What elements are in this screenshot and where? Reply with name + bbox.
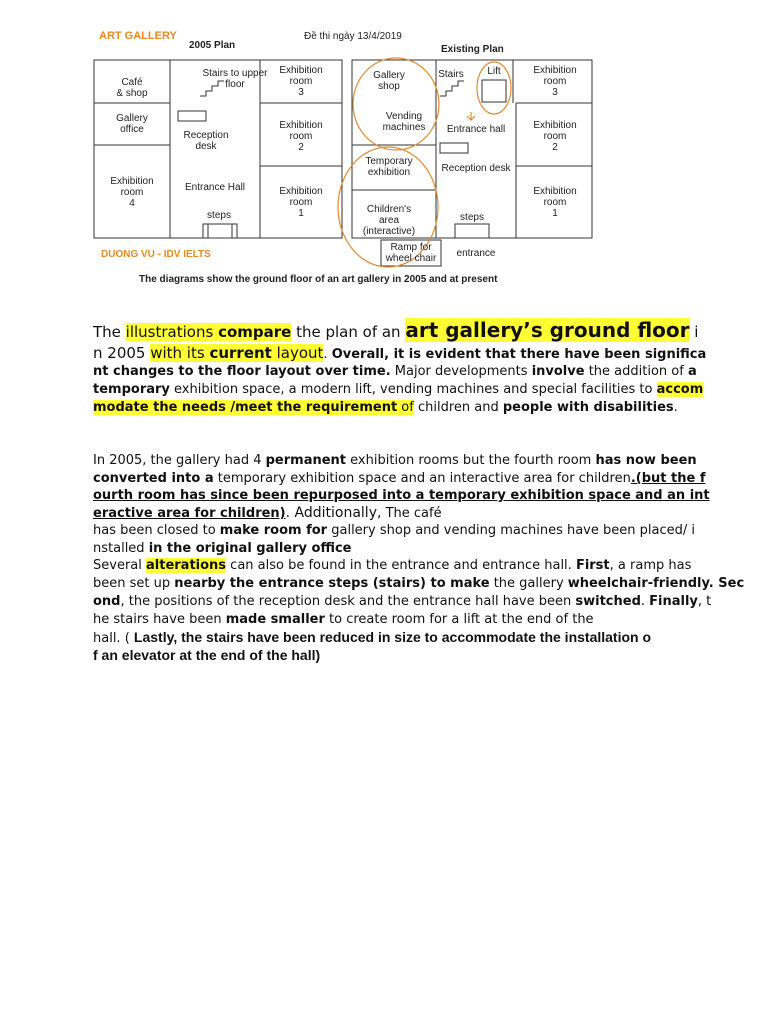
text-run: eractive area for children) [93,506,286,521]
figure-caption: The diagrams show the ground floor of an art gallery in 2005 and at present [139,274,498,285]
essay-p2-line7 [93,557,691,575]
essay-p2-line10 [93,611,594,629]
existing-plan-title: Existing Plan [441,44,504,55]
childrens-area-label: Children's area (interactive) [362,204,416,237]
text-run: wheelchair-friendly [567,576,709,591]
highlight-art-gallery: art gallery’s ground floor [405,318,690,342]
text-run: nstalled [93,541,149,556]
ramp-wheelchair-label: Ramp for wheel chair [385,242,437,264]
text-run: to create room for a lift at the end of the [324,612,594,627]
text-run: Lastly, the stairs have been reduced in size to accommodate the installation o [133,629,652,645]
text-run: f an elevator at the end of the hall) [93,647,321,663]
highlight-compare: compare [218,323,292,341]
text-run: Finally [649,594,698,609]
highlight-alterations: alterations [146,558,227,573]
vending-machines-label: Vending machines [382,111,426,133]
text-run: ond [93,594,121,609]
essay-p1-line2 [93,344,706,364]
text-run: , t [697,594,712,609]
highlight-layout: layout [271,344,324,362]
highlight-accommodate: modate the needs /meet the requirement [93,400,398,415]
text-run: made smaller [225,612,325,627]
text-run: switched [575,594,641,609]
text-run: the gallery [489,576,568,591]
essay-p2-line1 [93,452,697,470]
text-run: . [673,400,678,415]
essay-p2-line11 [93,628,651,648]
text-run: . Additionally, [285,505,382,521]
text-run: children and [413,400,503,415]
stairs-upper-floor-label: Stairs to upper floor [202,68,268,90]
text-run: permanent [265,453,347,468]
text-run: exhibition space, a modern lift, vending machines and special facilities to [169,382,657,397]
plan-2005-title: 2005 Plan [189,40,236,51]
essay-p2-line2 [93,470,706,488]
entrance-label: entrance [456,248,496,259]
text-run: ourth room has since been repurposed into a temporary exhibition space and an int [93,488,710,503]
exhibition-room-2-label-2005: Exhibition room 2 [279,120,323,153]
entrance-hall-label-2005: Entrance Hall [184,182,246,193]
exhibition-room-4-label: Exhibition room 4 [110,176,154,209]
text-run: Major developments [390,364,532,379]
exhibition-room-3-label-existing: Exhibition room 3 [533,65,577,98]
text-run: people with disabilities [502,400,674,415]
text-run: n 2005 [93,344,151,362]
exhibition-room-1-label-2005: Exhibition room 1 [279,186,323,219]
essay-p1-line5 [93,399,678,417]
text-run: has now been [595,453,697,468]
cafe-shop-label: Café & shop [116,77,148,99]
essay-p2-line3 [93,487,710,505]
text-run: .(but the f [630,471,706,486]
essay-p2-line6 [93,540,351,558]
text-run: First [575,558,610,573]
reception-desk-label-2005: Reception desk [183,130,229,152]
text-run: in the original gallery office [148,541,352,556]
text-run: . [640,594,650,609]
temporary-exhibition-label: Temporary exhibition [365,156,413,178]
highlight-illustrations: illustrations [125,323,219,341]
text-run: has been closed to [93,523,220,538]
text-run: . [323,347,332,362]
text-run: temporary exhibition space and an interactive area for children [213,471,631,486]
essay-p2-line12 [93,646,320,666]
text-run: temporary [93,382,170,397]
text-run: , a ramp has [609,558,692,573]
essay-p2-line5 [93,522,695,540]
highlight-current: current [209,344,272,362]
essay-p1-line1 [93,318,698,344]
stairs-label-existing: Stairs [438,69,464,80]
text-run: been set up [93,576,175,591]
highlight-of: of [397,400,414,415]
text-run: involve [531,364,585,379]
exam-date: Đề thi ngày 13/4/2019 [304,31,402,42]
steps-label-existing: steps [460,212,484,223]
exhibition-room-3-label-2005: Exhibition room 3 [279,65,323,98]
text-run: converted into a [93,471,214,486]
gallery-shop-label: Gallery shop [373,70,405,92]
text-run: . Sec [708,576,745,591]
lift-label: Lift [487,66,501,77]
text-run: Several [93,558,146,573]
text-run: gallery shop and vending machines have been placed/ i [327,523,695,538]
essay-p1-line3 [93,363,697,381]
brand-label-top: ART GALLERY [99,30,177,42]
essay-p2-line4 [93,504,442,523]
text-run: hall. ( [93,631,134,646]
exhibition-room-2-label-existing: Exhibition room 2 [533,120,577,153]
gallery-office-label: Gallery office [116,113,148,135]
text-run: The café [381,506,442,521]
text-run: the addition of [584,364,688,379]
text-run: the plan of an [291,323,406,341]
text-run: In 2005, the gallery had 4 [93,453,266,468]
text-run: exhibition rooms but the fourth room [346,453,596,468]
essay-p1-line4 [93,381,703,399]
text-run: he stairs have been [93,612,226,627]
text-run: Overall, it is evident that there have been significa [331,347,707,362]
essay-p2-line8 [93,575,744,593]
text-run: nt changes to the floor layout over time. [93,364,391,379]
text-run: make room for [219,523,328,538]
text-run: The [93,323,126,341]
essay-p2-line9 [93,593,711,611]
text-run: nearby the entrance steps (stairs) to make [174,576,490,591]
text-run: a [687,364,697,379]
text-run: i [689,323,699,341]
highlight-with-its: with its [150,344,210,362]
highlight-accommodate: accom [656,382,704,397]
reception-desk-label-existing: Reception desk [441,163,511,174]
steps-label-2005: steps [207,210,231,221]
text-run: can also be found in the entrance and entrance hall. [226,558,576,573]
brand-label-bottom: DUONG VU - IDV IELTS [101,249,211,260]
exhibition-room-1-label-existing: Exhibition room 1 [533,186,577,219]
text-run: , the positions of the reception desk and the entrance hall have been [120,594,576,609]
entrance-hall-label-existing: Entrance hall [446,124,506,135]
